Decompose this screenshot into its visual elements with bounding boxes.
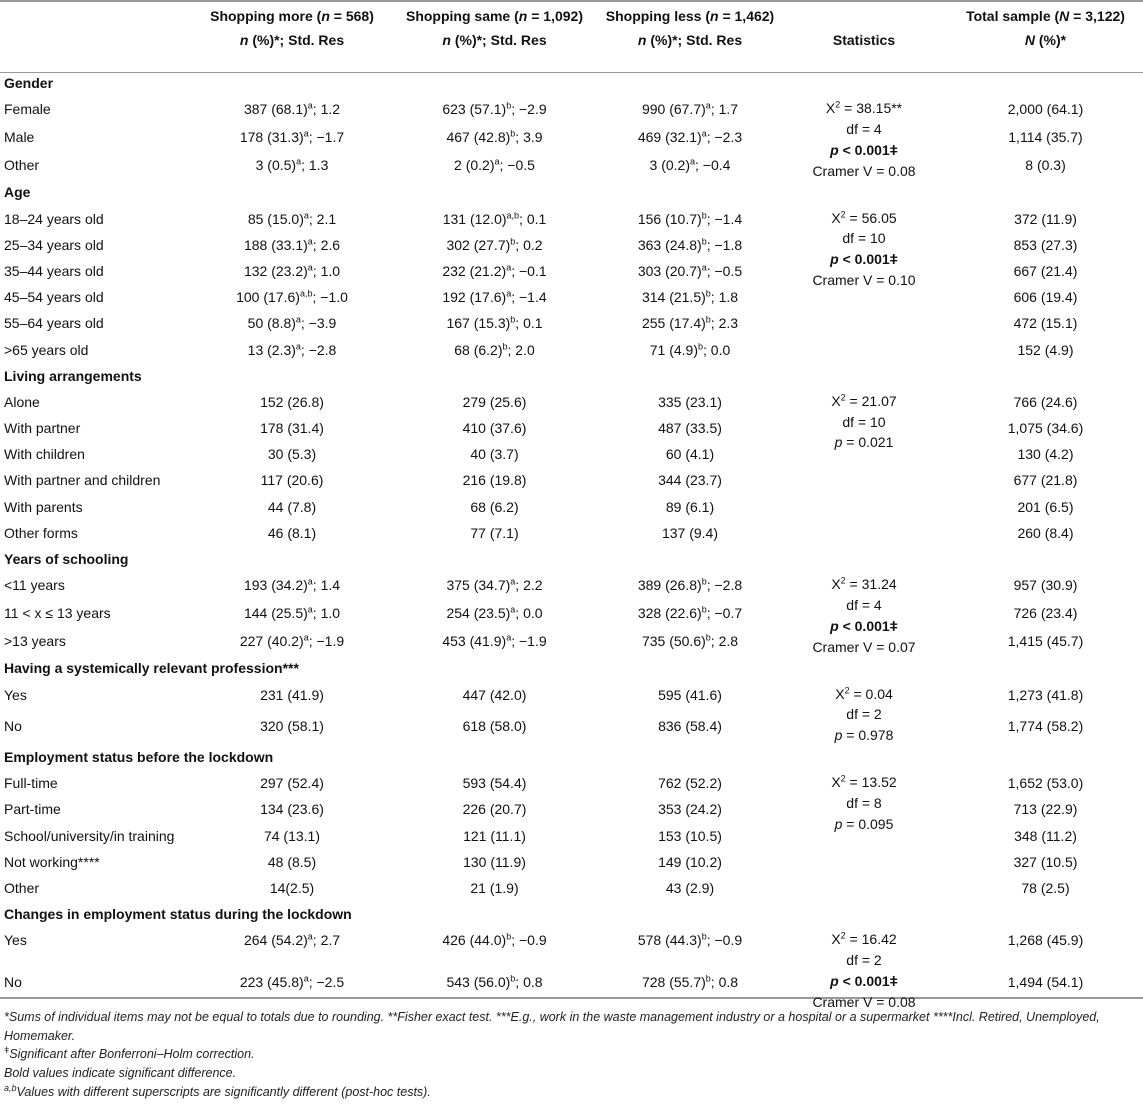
cell-shopping-same: 2 $(0.2)^a$; −0.5 xyxy=(454,155,535,173)
statistic-line: df = 4 xyxy=(846,596,882,613)
cell-shopping-same: 447 (42.0) xyxy=(462,686,527,703)
cell-shopping-more: 264 $(54.2)^a$; 2.7 xyxy=(243,931,341,949)
cell-total: 1,415 (45.7) xyxy=(1007,632,1084,649)
statistic-line: $X^2 = 38.15**$ xyxy=(825,99,903,117)
cell-statistics xyxy=(780,208,948,365)
statistic-line: df = 10 xyxy=(842,230,886,247)
cell-shopping-less: 344 (23.7) xyxy=(658,472,722,489)
table-row xyxy=(0,772,1143,798)
cell-shopping-less: 149 (10.2) xyxy=(658,853,722,870)
statistic-line: p < 0.001ǂ xyxy=(830,251,898,268)
table-row xyxy=(0,877,1143,903)
section-header-row xyxy=(0,657,1143,683)
table-row xyxy=(0,417,1143,443)
row-label: Alone xyxy=(4,393,40,410)
cell-shopping-less: 762 (52.2) xyxy=(658,775,722,792)
cell-total: 1,774 (58.2) xyxy=(1007,717,1084,734)
row-label: Not working**** xyxy=(4,853,100,870)
header2-same: n (%)*; Std. Res xyxy=(442,32,547,48)
table-row xyxy=(0,825,1143,851)
cell-shopping-less: 363 $(24.8)^b$; −1.8 xyxy=(637,236,743,253)
statistic-line: p = 0.021 xyxy=(834,434,894,451)
header-shopping-less: Shopping less (n = 1,462) xyxy=(605,8,775,24)
header2-more: n (%)*; Std. Res xyxy=(239,32,345,48)
section-title: Gender xyxy=(4,75,54,91)
table-row xyxy=(0,469,1143,495)
cell-total: 1,652 (53.0) xyxy=(1007,775,1084,792)
cell-shopping-more: 387 $(68.1)^a$; 1.2 xyxy=(243,100,341,118)
section-header-row xyxy=(0,903,1143,929)
statistic-line: Cramer V = 0.08 xyxy=(812,162,916,179)
statistic-line: $X^2 = 21.07$ xyxy=(831,392,897,409)
cell-shopping-same: 618 (58.0) xyxy=(462,717,527,734)
cell-total: 8 (0.3) xyxy=(1025,156,1066,173)
cell-shopping-same: 254 $(23.5)^a$; 0.0 xyxy=(446,604,543,621)
statistic-line: Cramer V = 0.10 xyxy=(812,271,916,288)
cell-total: 130 (4.2) xyxy=(1017,446,1074,463)
statistic-line: Cramer V = 0.07 xyxy=(812,638,916,655)
cell-shopping-less: 60 (4.1) xyxy=(665,446,715,463)
statistic-line: p < 0.001ǂ xyxy=(830,141,898,158)
table-row xyxy=(0,574,1143,602)
header2-total: N (%)* xyxy=(1024,32,1067,48)
cell-shopping-same: 192 $(17.6)^a$; −1.4 xyxy=(442,288,547,306)
section-title: Years of schooling xyxy=(4,551,129,567)
cell-shopping-more: 85 $(15.0)^a$; 2.1 xyxy=(247,209,337,227)
table-row xyxy=(0,971,1143,1013)
table-row xyxy=(0,522,1143,548)
cell-shopping-more: 30 (5.3) xyxy=(267,446,317,463)
cell-shopping-same: 453 $(41.9)^a$; −1.9 xyxy=(442,631,547,649)
cell-shopping-more: 48 (8.5) xyxy=(267,853,317,870)
cell-shopping-more: 46 (8.1) xyxy=(267,524,317,541)
footnote-1: *Sums of individual items may not be equal to totals due to rounding. **Fisher exact test. ***E.g., work in the waste management industry or a hospital or a supermarket ****Incl. Retired, Unemployed, Homemaker. xyxy=(4,1010,1100,1043)
cell-shopping-more: 144 $(25.5)^a$; 1.0 xyxy=(243,604,341,621)
cell-shopping-more: 13 $(2.3)^a$; −2.8 xyxy=(247,340,337,358)
cell-total: 201 (6.5) xyxy=(1017,498,1074,515)
statistic-line: p < 0.001ǂ xyxy=(830,617,898,634)
header2-blank xyxy=(0,32,195,72)
cell-shopping-less: 990 $(67.7)^a$; 1.7 xyxy=(641,100,739,118)
cell-total: 1,273 (41.8) xyxy=(1007,686,1084,703)
header-total-sample: Total sample (N = 3,122) xyxy=(966,8,1125,24)
cell-shopping-more: 188 $(33.1)^a$; 2.6 xyxy=(243,236,341,253)
statistic-line: p < 0.001ǂ xyxy=(830,972,898,989)
cell-shopping-same: 131 $(12.0)^{a,b}$; 0.1 xyxy=(442,209,547,227)
cell-total: 1,075 (34.6) xyxy=(1007,420,1084,437)
cell-shopping-less: 595 (41.6) xyxy=(658,686,722,703)
cell-statistics xyxy=(780,772,948,903)
table-row xyxy=(0,339,1143,365)
cell-shopping-less: 328 $(22.6)^b$; −0.7 xyxy=(637,604,743,621)
cell-shopping-same: 467 $(42.8)^b$; 3.9 xyxy=(446,128,543,145)
cell-shopping-same: 68 $(6.2)^b$; 2.0 xyxy=(454,340,535,358)
table-row xyxy=(0,443,1143,469)
row-label: <11 years xyxy=(4,577,65,594)
top-rule xyxy=(0,0,1143,2)
cell-shopping-less: 728 $(55.7)^b$; 0.8 xyxy=(641,973,739,990)
cell-shopping-same: 68 (6.2) xyxy=(470,498,519,515)
row-label: Yes xyxy=(4,686,27,703)
cell-shopping-more: 320 (58.1) xyxy=(260,717,324,734)
section-title: Employment status before the lockdown xyxy=(4,748,274,765)
cell-shopping-less: 836 (58.4) xyxy=(658,717,722,734)
header-blank xyxy=(0,8,195,32)
statistic-line: $X^2 = 13.52$ xyxy=(831,773,897,791)
section-title: Having a systemically relevant profession*** xyxy=(4,660,299,677)
cell-shopping-same: 279 (25.6) xyxy=(462,393,527,410)
statistic-line: p = 0.978 xyxy=(834,727,894,744)
cell-shopping-same: 593 (54.4) xyxy=(462,775,527,792)
cell-shopping-more: 231 (41.9) xyxy=(260,686,324,703)
statistic-line: df = 8 xyxy=(846,794,882,811)
cell-total: 667 (21.4) xyxy=(1013,262,1078,279)
cell-shopping-same: 167 $(15.3)^b$; 0.1 xyxy=(446,314,543,332)
row-label: 35–44 years old xyxy=(4,262,104,279)
cell-shopping-more: 100 $(17.6)^{a,b}$; −1.0 xyxy=(236,288,348,306)
cell-total: 1,268 (45.9) xyxy=(1007,932,1084,949)
row-label: With partner xyxy=(4,420,81,437)
footnote-2: $^ǂ$Significant after Bonferroni–Holm correction. xyxy=(4,1045,255,1062)
header2-less: n (%)*; Std. Res xyxy=(637,32,743,48)
footnote-3: Bold values indicate significant difference. xyxy=(4,1066,237,1081)
statistic-line: df = 4 xyxy=(846,120,882,137)
cell-shopping-less: 153 (10.5) xyxy=(658,827,722,844)
cell-total: 2,000 (64.1) xyxy=(1007,101,1084,118)
cell-shopping-more: 14(2.5) xyxy=(269,879,315,896)
cell-shopping-same: 77 (7.1) xyxy=(470,524,519,541)
cell-shopping-less: 578 $(44.3)^b$; −0.9 xyxy=(637,931,743,949)
statistic-line: Cramer V = 0.08 xyxy=(812,993,916,1010)
cell-shopping-more: 44 (7.8) xyxy=(267,498,317,515)
cell-shopping-same: 543 $(56.0)^b$; 0.8 xyxy=(446,973,543,990)
table-row xyxy=(0,715,1143,746)
cell-total: 348 (11.2) xyxy=(1014,827,1077,844)
table-row xyxy=(0,798,1143,824)
cell-total: 713 (22.9) xyxy=(1013,801,1078,818)
row-label: With children xyxy=(4,446,85,463)
cell-shopping-same: 410 (37.6) xyxy=(462,420,527,437)
cell-shopping-more: 178 (31.4) xyxy=(260,420,324,437)
footnote-4: $^{a,b}$Values with different superscripts are significantly different (post-hoc tests). xyxy=(4,1082,431,1099)
row-label: No xyxy=(4,973,22,990)
row-label: With parents xyxy=(4,498,83,515)
row-label: Full-time xyxy=(4,775,58,792)
cell-shopping-less: 156 $(10.7)^b$; −1.4 xyxy=(637,209,743,227)
table-row xyxy=(0,851,1143,877)
cell-shopping-less: 389 $(26.8)^b$; −2.8 xyxy=(637,576,743,594)
cell-total: 726 (23.4) xyxy=(1013,604,1078,621)
cell-shopping-more: 117 (20.6) xyxy=(260,472,324,489)
cell-total: 78 (2.5) xyxy=(1021,879,1070,896)
row-label: With partner and children xyxy=(4,472,161,489)
cell-shopping-more: 152 (26.8) xyxy=(260,393,324,410)
header-row-2 xyxy=(0,32,1143,72)
statistic-line: $X^2 = 31.24$ xyxy=(831,575,897,593)
cell-total: 152 (4.9) xyxy=(1017,341,1074,358)
row-label: 25–34 years old xyxy=(4,236,104,253)
cell-total: 853 (27.3) xyxy=(1013,236,1078,253)
cell-shopping-more: 193 $(34.2)^a$; 1.4 xyxy=(243,576,341,594)
cell-shopping-less: 71 $(4.9)^b$; 0.0 xyxy=(649,340,731,358)
cell-shopping-same: 232 $(21.2)^a$; −0.1 xyxy=(442,262,547,279)
row-label: >13 years xyxy=(4,632,66,649)
cell-total: 1,114 (35.7) xyxy=(1008,128,1083,145)
row-label: Other xyxy=(4,156,40,173)
cell-shopping-less: 303 $(20.7)^a$; −0.5 xyxy=(637,262,743,279)
cell-shopping-more: 3 $(0.5)^a$; 1.3 xyxy=(255,155,329,173)
cell-shopping-same: 21 (1.9) xyxy=(470,879,519,896)
cell-shopping-more: 74 (13.1) xyxy=(263,827,321,844)
cell-shopping-less: 353 (24.2) xyxy=(658,801,722,818)
cell-shopping-more: 134 (23.6) xyxy=(260,801,324,818)
section-title: Age xyxy=(4,184,31,201)
row-label: Yes xyxy=(4,932,27,949)
section-header-row xyxy=(0,181,1143,207)
header2-statistics: Statistics xyxy=(832,32,896,48)
statistic-line: $X^2 = 0.04$ xyxy=(835,684,893,702)
row-label: Male xyxy=(4,128,35,145)
cell-shopping-same: 121 (11.1) xyxy=(463,827,526,844)
table-row xyxy=(0,684,1143,715)
cell-total: 1,494 (54.1) xyxy=(1007,973,1084,990)
cell-total: 606 (19.4) xyxy=(1013,289,1078,306)
cell-shopping-same: 302 $(27.7)^b$; 0.2 xyxy=(446,236,543,253)
statistic-line: df = 2 xyxy=(846,952,882,969)
statistic-line: $X^2 = 56.05$ xyxy=(831,208,897,226)
row-label: Part-time xyxy=(4,801,61,818)
table-row xyxy=(0,929,1143,971)
cell-shopping-more: 297 (52.4) xyxy=(260,775,324,792)
cell-shopping-less: 735 $(50.6)^b$; 2.8 xyxy=(641,631,739,649)
cell-shopping-less: 3 $(0.2)^a$; −0.4 xyxy=(649,155,731,173)
cell-shopping-same: 40 (3.7) xyxy=(470,446,519,463)
cell-shopping-less: 255 $(17.4)^b$; 2.3 xyxy=(641,314,739,332)
results-table xyxy=(0,8,1143,1012)
section-header-row xyxy=(0,72,1143,98)
table-row xyxy=(0,208,1143,234)
cell-shopping-less: 137 (9.4) xyxy=(661,524,719,541)
table-row xyxy=(0,154,1143,182)
table-row xyxy=(0,312,1143,338)
cell-shopping-less: 487 (33.5) xyxy=(658,420,722,437)
section-title: Changes in employment status during the lockdown xyxy=(4,906,352,923)
cell-statistics xyxy=(780,574,948,657)
cell-total: 327 (10.5) xyxy=(1013,853,1078,870)
table-row xyxy=(0,630,1143,658)
row-label: >65 years old xyxy=(4,341,89,358)
cell-shopping-more: 50 $(8.8)^a$; −3.9 xyxy=(247,314,337,332)
cell-shopping-more: 227 $(40.2)^a$; −1.9 xyxy=(239,631,345,649)
header-shopping-more: Shopping more (n = 568) xyxy=(210,8,374,24)
cell-statistics xyxy=(780,929,948,1012)
table-row xyxy=(0,602,1143,630)
table-row xyxy=(0,260,1143,286)
statistic-line: p = 0.095 xyxy=(834,815,894,832)
statistic-line: $X^2 = 16.42$ xyxy=(831,930,897,948)
row-label: School/university/in training xyxy=(4,827,175,844)
cell-total: 260 (8.4) xyxy=(1017,524,1074,541)
section-title: Living arrangements xyxy=(4,367,142,384)
row-label: 45–54 years old xyxy=(4,289,104,306)
cell-statistics xyxy=(780,684,948,746)
row-label: 11 < x ≤ 13 years xyxy=(4,604,111,621)
cell-shopping-less: 43 (2.9) xyxy=(665,879,715,896)
section-header-row xyxy=(0,746,1143,772)
section-header-row xyxy=(0,365,1143,391)
cell-total: 372 (11.9) xyxy=(1014,210,1077,227)
cell-shopping-same: 426 $(44.0)^b$; −0.9 xyxy=(442,931,547,949)
section-header-row xyxy=(0,548,1143,574)
row-label: Other xyxy=(4,879,40,896)
table-footnotes xyxy=(4,1008,1140,1102)
cell-total: 957 (30.9) xyxy=(1013,577,1078,594)
row-label: 55–64 years old xyxy=(4,315,104,332)
cell-shopping-more: 132 $(23.2)^a$; 1.0 xyxy=(243,262,341,279)
cell-statistics xyxy=(780,391,948,548)
cell-statistics xyxy=(780,98,948,181)
table-row xyxy=(0,234,1143,260)
table-row xyxy=(0,391,1143,417)
table-row xyxy=(0,496,1143,522)
statistic-line: df = 2 xyxy=(846,706,882,723)
cell-shopping-same: 130 (11.9) xyxy=(463,853,526,870)
cell-shopping-same: 623 $(57.1)^b$; −2.9 xyxy=(442,100,547,118)
cell-total: 677 (21.8) xyxy=(1013,472,1078,489)
header-row-1 xyxy=(0,8,1143,32)
row-label: Other forms xyxy=(4,524,78,541)
cell-total: 766 (24.6) xyxy=(1013,393,1078,410)
table-row xyxy=(0,98,1143,126)
cell-shopping-less: 469 $(32.1)^a$; −2.3 xyxy=(637,128,743,145)
cell-shopping-more: 223 $(45.8)^a$; −2.5 xyxy=(239,973,345,990)
cell-shopping-less: 335 (23.1) xyxy=(658,393,722,410)
cell-shopping-same: 226 (20.7) xyxy=(462,801,527,818)
row-label: No xyxy=(4,717,22,734)
table-row xyxy=(0,286,1143,312)
header-blank-stats xyxy=(780,8,948,32)
cell-shopping-less: 89 (6.1) xyxy=(665,498,715,515)
cell-shopping-more: 178 $(31.3)^a$; −1.7 xyxy=(239,128,345,145)
cell-shopping-same: 375 $(34.7)^a$; 2.2 xyxy=(446,576,543,594)
statistic-line: df = 10 xyxy=(842,413,886,430)
cell-total: 472 (15.1) xyxy=(1013,315,1078,332)
table-row xyxy=(0,126,1143,154)
row-label: Female xyxy=(4,101,51,118)
cell-shopping-less: 314 $(21.5)^b$; 1.8 xyxy=(641,288,739,306)
cell-shopping-same: 216 (19.8) xyxy=(462,472,527,489)
row-label: 18–24 years old xyxy=(4,210,104,227)
header-shopping-same: Shopping same (n = 1,092) xyxy=(405,8,583,24)
